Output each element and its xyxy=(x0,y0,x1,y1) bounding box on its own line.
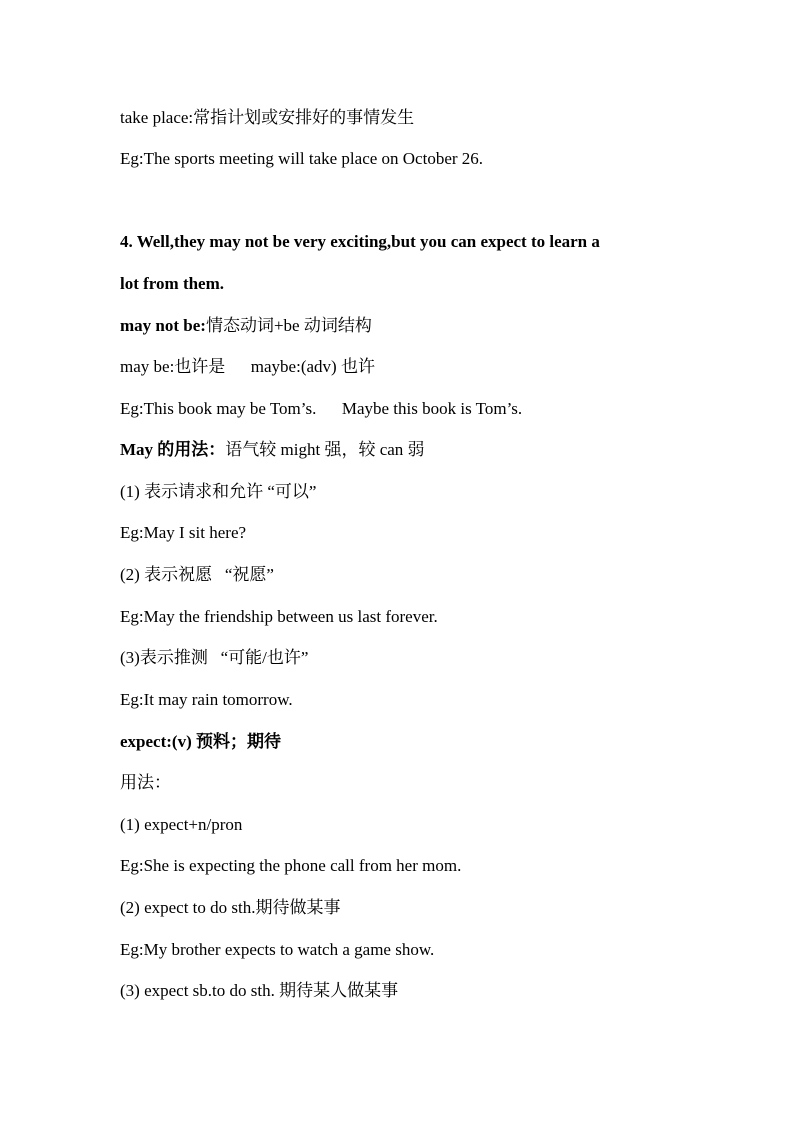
expect-usage-label: 用法： xyxy=(120,773,171,792)
take-place-definition: take place:常指计划或安排好的事情发生 xyxy=(120,108,415,127)
may-usage-term: May 的用法： xyxy=(120,440,226,459)
may-not-be-term: may not be: xyxy=(120,316,206,335)
expect-usage-3: (3) expect sb.to do sth. 期待某人做某事 xyxy=(120,981,399,1000)
may-usage-2: (2) 表示祝愿 “祝愿” xyxy=(120,565,274,584)
expect-term: expect:(v) 预料；期待 xyxy=(120,732,281,751)
may-be-maybe-note: may be:也许是 maybe:(adv) 也许 xyxy=(120,357,375,376)
expect-heading xyxy=(120,731,281,753)
may-usage-3: (3)表示推测 “可能/也许” xyxy=(120,648,309,667)
expect-usage-1-example: Eg:She is expecting the phone call from her mom. xyxy=(120,856,462,875)
may-usage-2-example: Eg:May the friendship between us last forever. xyxy=(120,607,438,626)
expect-usage-1: (1) expect+n/pron xyxy=(120,815,243,834)
may-usage-3-example: Eg:It may rain tomorrow. xyxy=(120,690,293,709)
expect-usage-2: (2) expect to do sth.期待做某事 xyxy=(120,898,341,917)
may-be-example: Eg:This book may be Tom’s. Maybe this book is Tom’s. xyxy=(120,399,523,418)
may-usage-1: (1) 表示请求和允许 “可以” xyxy=(120,482,317,501)
take-place-example: Eg:The sports meeting will take place on October 26. xyxy=(120,149,484,168)
may-usage-1-example: Eg:May I sit here? xyxy=(120,523,247,542)
may-not-be-note xyxy=(120,315,372,337)
may-usage-explanation: 语气较 might 强，较 can 弱 xyxy=(225,440,425,459)
expect-usage-2-example: Eg:My brother expects to watch a game show. xyxy=(120,940,435,959)
may-usage-heading xyxy=(120,439,425,461)
sentence-4-line-1: 4. Well,they may not be very exciting,but you can expect to learn a xyxy=(120,232,600,251)
may-not-be-explanation: 情态动词+be 动词结构 xyxy=(205,316,372,335)
sentence-4-line-2: lot from them. xyxy=(120,274,225,293)
